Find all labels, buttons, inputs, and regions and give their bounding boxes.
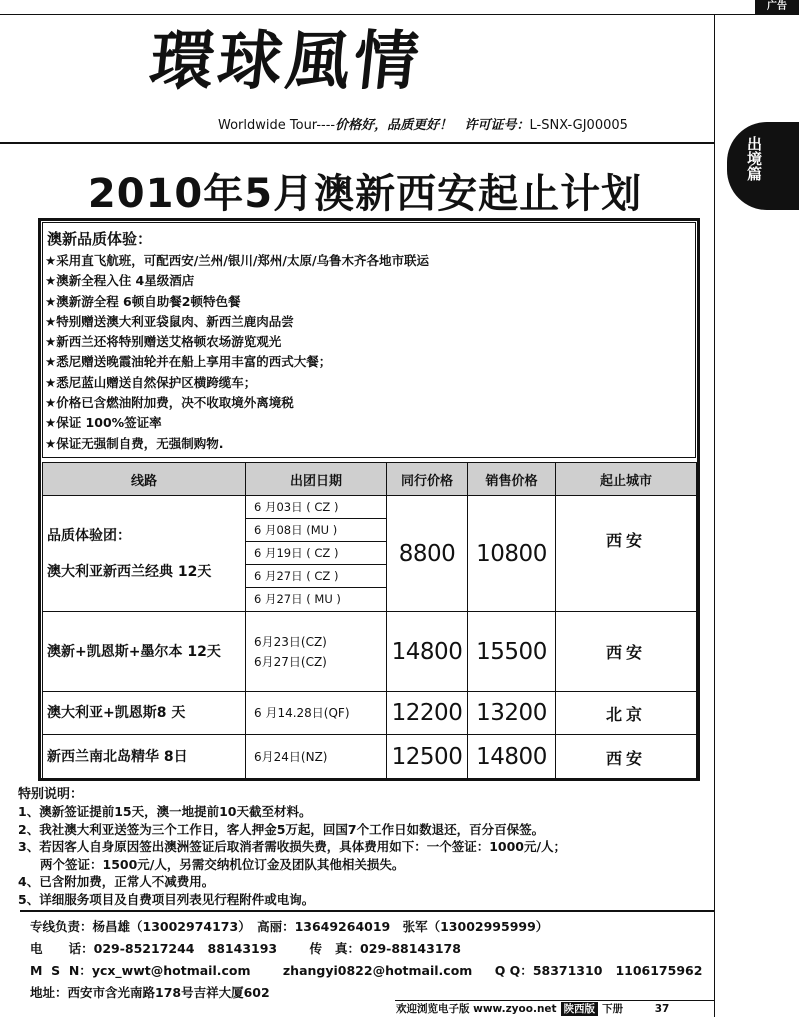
header-trade-price: 同行价格: [387, 463, 468, 496]
departure-date: 6 月08日 (MU ): [246, 519, 386, 542]
trade-price: 12200: [387, 692, 468, 735]
departure-date: 6 月27日 ( MU ): [254, 592, 341, 606]
note-item: 2、我社澳大利亚送签为三个工作日，客人押金5万起，回国7个工作日如数退还，百分百保签。: [18, 821, 545, 837]
route-name: 澳新+凯恩斯+墨尔本 12天: [43, 612, 246, 692]
route-subtitle: 品质体验团：: [47, 527, 131, 544]
contact-block: [30, 916, 710, 1004]
feature-item: ★澳新全程入住 4星级酒店: [45, 273, 195, 289]
departure-date: 6 月19日 ( CZ ): [246, 542, 386, 565]
trade-price: 8800: [387, 496, 468, 612]
feature-item: ★保证 100%签证率: [45, 415, 162, 431]
note-item: 1、澳新签证提前15天，澳一地提前10天截至材料。: [18, 804, 312, 819]
feature-item: ★特别赠送澳大利亚袋鼠肉、新西兰鹿肉品尝: [45, 313, 294, 329]
address-label: 地址：: [30, 985, 68, 1000]
feature-item: ★价格已含燃油附加费，决不收取境外离境税: [45, 395, 294, 411]
page-footer: [396, 1002, 696, 1016]
hotline-contact: 高丽：13649264019: [257, 919, 391, 934]
top-divider: [0, 14, 799, 15]
phone-label: 电 话：: [30, 941, 94, 956]
note-item: 两个签证：1500元/人，另需交纳机位订金及团队其他相关损失。: [40, 856, 405, 872]
retail-price: 15500: [468, 612, 556, 692]
table-header-row: [43, 463, 697, 496]
features-box: [42, 222, 696, 458]
dates-cell: [246, 612, 387, 692]
route-cell: [43, 496, 246, 612]
note-item: 4、已含附加费，正常人不减费用。: [18, 874, 215, 889]
feature-item: ★采用直飞航班，可配西安/兰州/银川/郑州/太原/乌鲁木齐各地市联运: [45, 253, 430, 268]
table-row: [43, 612, 697, 692]
address-text: 西安市含光南路178号吉祥大厦602: [67, 985, 270, 1000]
right-margin-rule: [714, 14, 715, 1017]
note-item: 5、详细服务项目及自费项目列表见行程附件或电询。: [18, 891, 315, 907]
section-tab: [727, 122, 799, 210]
footer-divider: [395, 1000, 715, 1001]
trade-price: 14800: [387, 612, 468, 692]
msn-label: M S N：: [30, 963, 92, 978]
section-tab-label: 出境篇: [745, 136, 763, 181]
special-notes: [18, 786, 708, 908]
table-row: [43, 692, 697, 735]
departure-date: 6 月27日 ( CZ ): [246, 565, 386, 588]
header-retail-price: 销售价格: [468, 463, 556, 496]
feature-item: ★保证无强制自费，无强制购物.: [45, 435, 224, 451]
trade-price: 12500: [387, 735, 468, 780]
schedule-table: [42, 462, 697, 780]
departure-date: 6月23日(CZ): [254, 634, 327, 649]
msn-address[interactable]: zhangyi0822@hotmail.com: [282, 963, 473, 978]
contact-divider: [20, 910, 714, 912]
volume-label: 下册: [602, 1003, 624, 1015]
city-cell: 西安: [556, 496, 697, 612]
departure-date: 6 月14.28日(QF): [246, 692, 387, 735]
route-name: 澳大利亚+凯恩斯8 天: [43, 692, 246, 735]
hotline-line: [30, 916, 710, 938]
footer-site[interactable]: 欢迎浏览电子版 www.zyoo.net: [396, 1003, 557, 1015]
route-name: 新西兰南北岛精华 8日: [43, 735, 246, 780]
header-dates: 出团日期: [246, 463, 387, 496]
fax-number: 029-88143178: [360, 941, 461, 956]
feature-item: ★澳新游全程 6顿自助餐2顿特色餐: [45, 293, 241, 309]
page-number: 37: [654, 1003, 670, 1015]
retail-price: 13200: [468, 692, 556, 735]
notes-title: 特别说明：: [18, 787, 84, 802]
city-cell: 北京: [556, 692, 697, 735]
hotline-contact: 张军（13002995999）: [402, 919, 549, 934]
table-row: [43, 496, 697, 612]
hotline-label: 专线负责：: [30, 919, 93, 934]
features-list: [45, 251, 429, 454]
departure-date: 6月24日(NZ): [246, 735, 387, 780]
feature-item: ★新西兰还将特别赠送艾格顿农场游览观光: [45, 334, 282, 350]
phone-number: 029-85217244 88143193: [93, 941, 278, 956]
route-name: 澳大利亚新西兰经典 12天: [47, 563, 212, 580]
feature-item: ★悉尼蓝山赠送自然保护区横跨缆车；: [45, 374, 257, 390]
departure-date: 6月27日(CZ): [254, 654, 327, 669]
note-item: 3、若因客人自身原因签出澳洲签证后取消者需收损失费，具体费用如下：一个签证：1000元/人；: [18, 839, 567, 854]
license-number: L-SNX-GJ00005: [529, 118, 628, 133]
edition-badge: 陕西版: [561, 1002, 599, 1016]
feature-item: ★悉尼赠送晚霞油轮并在船上享用丰富的西式大餐；: [45, 354, 332, 370]
license-label: 许可证号：: [464, 118, 530, 133]
dates-cell: [246, 496, 387, 612]
brand-tagline: [218, 116, 708, 136]
msn-line: [30, 960, 710, 982]
table-row: [43, 735, 697, 780]
ad-tag: 广告: [755, 0, 799, 14]
qq-number: 58371310 1106175962: [532, 963, 703, 978]
brand-logo: 環球風情: [146, 24, 426, 99]
qq-label: Q Q：: [494, 963, 533, 978]
notes-list: [18, 803, 708, 908]
city-cell: 西安: [556, 735, 697, 780]
phone-line: [30, 938, 710, 960]
tagline-en: Worldwide Tour----: [218, 118, 336, 133]
retail-price: 10800: [468, 496, 556, 612]
page-title: 2010年5月澳新西安起止计划: [87, 171, 643, 217]
hotline-contact: 杨昌雄（13002974173）: [92, 919, 251, 934]
msn-address[interactable]: ycx_wwt@hotmail.com: [91, 963, 251, 978]
header-city: 起止城市: [556, 463, 697, 496]
features-heading: 澳新品质体验：: [47, 230, 153, 248]
fax-label: 传 真：: [309, 941, 361, 956]
retail-price: 14800: [468, 735, 556, 780]
header-divider: [0, 142, 714, 144]
city-cell: 西安: [556, 612, 697, 692]
departure-date: 6 月03日 ( CZ ): [246, 496, 386, 519]
header-route: 线路: [43, 463, 246, 496]
tagline-cn: 价格好，品质更好！: [335, 118, 453, 133]
